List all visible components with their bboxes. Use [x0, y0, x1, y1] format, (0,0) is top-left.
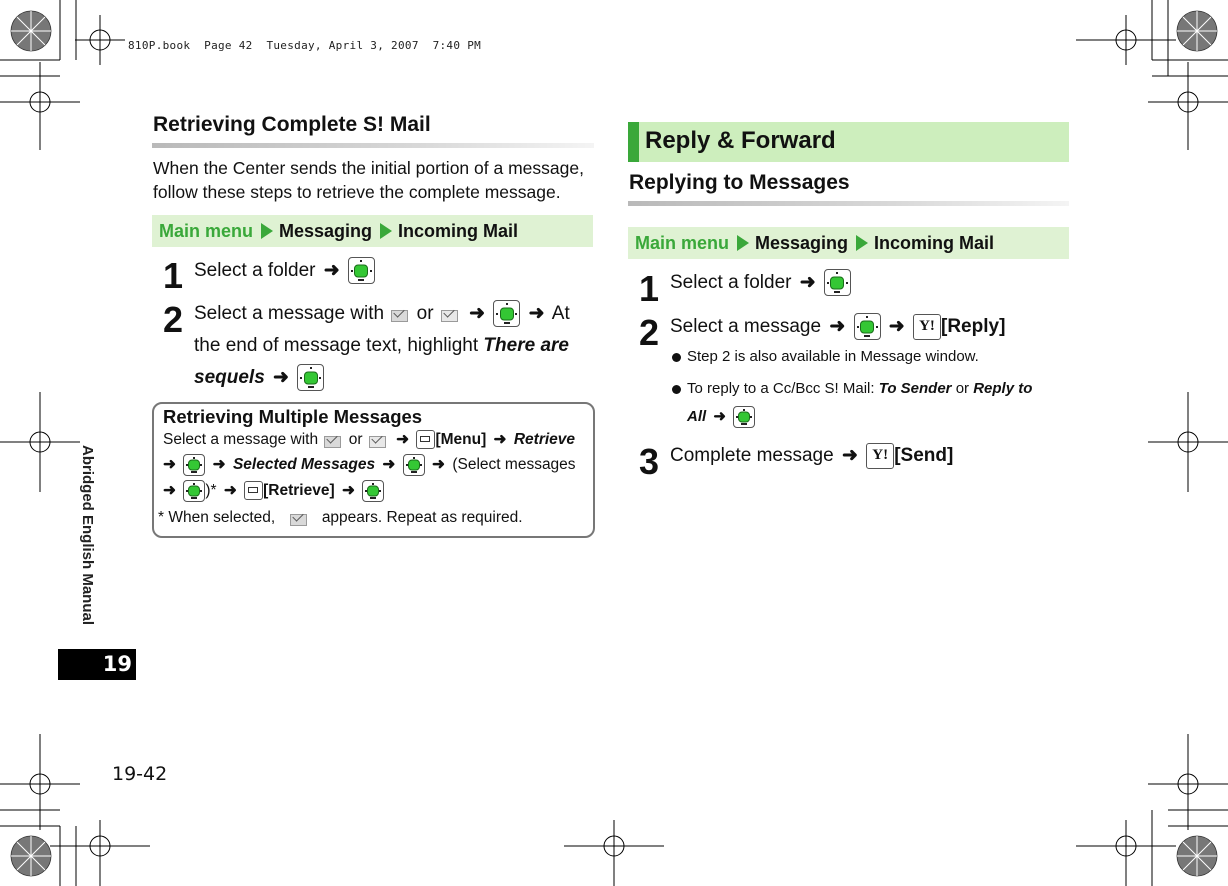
center-key-icon — [403, 454, 425, 476]
arrow-icon: ➜ — [841, 445, 858, 466]
send-key-label: [Send] — [894, 445, 954, 466]
arrow-icon: ➜ — [323, 260, 340, 281]
or-text: or — [416, 303, 434, 324]
tip-line-1 — [163, 427, 575, 452]
nav-main-menu: Main menu — [159, 220, 254, 241]
center-key-icon — [824, 269, 851, 296]
mail-key-icon — [244, 481, 263, 500]
tip-select-text: Select a message with — [163, 431, 319, 448]
arrow-icon: ➜ — [799, 272, 816, 293]
partial-mail-read-icon — [439, 304, 461, 324]
arrow-icon: ➜ — [223, 482, 237, 499]
center-key-icon — [362, 480, 384, 502]
nav-incoming-mail: Incoming Mail — [398, 220, 519, 241]
yahoo-key-icon: Y! — [913, 314, 941, 340]
arrow-icon: ➜ — [888, 316, 905, 337]
mail-key-icon — [416, 430, 435, 449]
arrow-icon: ➜ — [493, 431, 507, 448]
nav-path-left — [152, 215, 593, 247]
step-number: 2 — [639, 312, 660, 353]
step-2-at: At — [551, 303, 570, 324]
center-key-icon — [348, 257, 375, 284]
reply-step-1-label: Select a folder — [670, 272, 792, 293]
partial-mail-icon — [322, 430, 344, 450]
selected-check-icon — [288, 508, 310, 528]
center-key-icon — [493, 300, 520, 327]
nav-arrow-icon — [261, 223, 273, 239]
arrow-icon: ➜ — [432, 456, 446, 473]
selected-messages-option: Selected Messages — [232, 456, 376, 473]
partial-mail-read-icon — [367, 430, 389, 450]
arrow-icon: ➜ — [713, 408, 726, 425]
step-1-text — [194, 255, 375, 287]
intro-line-2: follow these steps to retrieve the complete message. — [153, 182, 561, 202]
reply-step-3-label: Complete message — [670, 445, 834, 466]
reply-to-all-option-b: All — [687, 408, 707, 425]
paren-close: )* — [205, 482, 217, 499]
menu-key-label: [Menu] — [435, 431, 487, 448]
or-text: or — [955, 380, 970, 397]
manual-side-label: Abridged English Manual — [79, 445, 96, 626]
arrow-icon: ➜ — [829, 316, 846, 337]
reply-to-all-option-a: Reply to — [973, 380, 1033, 397]
section-rule — [152, 143, 594, 148]
step-2-text-c: the end of message text, highlight — [194, 335, 479, 356]
retrieve-option: Retrieve — [513, 431, 576, 448]
bullet-dot-icon — [672, 353, 681, 362]
tip-note — [158, 505, 523, 530]
arrow-icon: ➜ — [528, 303, 545, 324]
step-number: 3 — [639, 441, 660, 482]
tip-box-multiple-messages — [152, 402, 595, 538]
arrow-icon: ➜ — [341, 482, 355, 499]
tip-title: Retrieving Multiple Messages — [163, 406, 423, 427]
bullet-1-text: Step 2 is also available in Message window. — [687, 348, 979, 365]
step-number: 1 — [163, 255, 184, 296]
nav-arrow-icon — [856, 235, 868, 251]
to-sender-option: To Sender — [878, 380, 952, 397]
bullet-cc-bcc — [672, 374, 1032, 404]
nav-messaging: Messaging — [279, 220, 373, 241]
arrow-icon: ➜ — [273, 367, 289, 388]
nav-incoming-mail: Incoming Mail — [874, 232, 995, 253]
bullet-dot-icon — [672, 385, 681, 394]
highlight-sequels: sequels — [194, 367, 265, 388]
intro-paragraph — [153, 156, 593, 204]
step-2-label: Select a message with — [194, 303, 385, 324]
tip-note-a: * When selected, — [158, 509, 276, 526]
step-number: 2 — [163, 299, 184, 340]
step-2-line-2 — [194, 330, 569, 362]
center-key-icon — [183, 480, 205, 502]
page-number: 19-42 — [112, 763, 168, 785]
step-1-label: Select a folder — [194, 260, 316, 281]
step-2-line-3 — [194, 362, 324, 394]
center-key-icon — [297, 364, 324, 391]
center-key-icon — [183, 454, 205, 476]
center-key-icon — [733, 406, 755, 428]
chapter-heading-reply-forward: Reply & Forward — [628, 122, 1069, 162]
arrow-icon: ➜ — [396, 431, 410, 448]
nav-main-menu: Main menu — [635, 232, 730, 253]
arrow-icon: ➜ — [163, 456, 176, 473]
center-key-icon — [854, 313, 881, 340]
nav-arrow-icon — [380, 223, 392, 239]
tip-note-b: appears. Repeat as required. — [321, 509, 523, 526]
step-2-line-1 — [194, 298, 570, 330]
reply-step-1 — [670, 267, 851, 299]
nav-arrow-icon — [737, 235, 749, 251]
bullet-step2-window — [672, 342, 979, 372]
partial-mail-icon — [389, 304, 411, 324]
retrieve-key-label: [Retrieve] — [263, 482, 335, 499]
highlight-there-are: There are — [483, 335, 569, 356]
nav-path-right — [628, 227, 1069, 259]
step-number: 1 — [639, 268, 660, 309]
section-title-replying: Replying to Messages — [629, 171, 850, 194]
arrow-icon: ➜ — [469, 303, 486, 324]
or-text: or — [348, 431, 363, 448]
tip-line-2 — [160, 452, 576, 477]
chapter-tab: 19 — [58, 649, 136, 680]
tip-line-3 — [160, 478, 384, 503]
arrow-icon: ➜ — [382, 456, 396, 473]
intro-line-1: When the Center sends the initial portion of a message, — [153, 158, 584, 178]
reply-step-2 — [670, 311, 1005, 343]
select-messages-text: (Select messages — [452, 456, 576, 473]
section-title-retrieving: Retrieving Complete S! Mail — [153, 113, 431, 136]
reply-step-3 — [670, 440, 953, 472]
yahoo-key-icon: Y! — [866, 443, 894, 469]
arrow-icon: ➜ — [163, 482, 176, 499]
section-rule — [628, 201, 1069, 206]
bullet-cc-bcc-line-2 — [687, 402, 755, 432]
nav-messaging: Messaging — [755, 232, 849, 253]
reply-step-2-label: Select a message — [670, 316, 822, 337]
reply-key-label: [Reply] — [941, 316, 1006, 337]
arrow-icon: ➜ — [212, 456, 226, 473]
print-header: 810P.book Page 42 Tuesday, April 3, 2007 7:40 PM — [128, 39, 482, 52]
bullet-2-text: To reply to a Cc/Bcc S! Mail: — [687, 380, 875, 397]
